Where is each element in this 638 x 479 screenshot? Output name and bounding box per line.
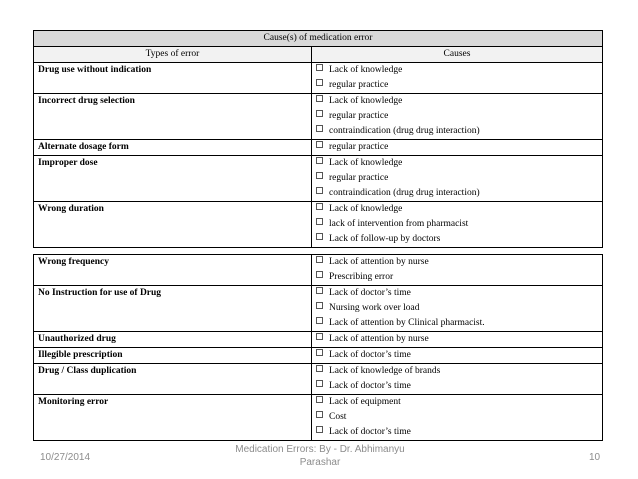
table-row — [34, 364, 603, 395]
checkbox-bullet-icon — [316, 95, 323, 102]
cause-item — [316, 316, 598, 331]
checkbox-bullet-icon — [316, 110, 323, 117]
medication-error-table-part2 — [33, 254, 603, 441]
cause-item — [316, 364, 598, 379]
checkbox-bullet-icon — [316, 380, 323, 387]
cause-text: Lack of equipment — [329, 397, 401, 407]
cause-text: Lack of attention by Clinical pharmacist. — [329, 318, 485, 328]
error-type-cell: No Instruction for use of Drug — [34, 286, 312, 332]
error-type-cell: Alternate dosage form — [34, 140, 312, 156]
cause-item — [316, 255, 598, 270]
error-type-cell: Unauthorized drug — [34, 332, 312, 348]
cause-text: Lack of doctor’s time — [329, 427, 411, 437]
table-row — [34, 140, 603, 156]
checkbox-bullet-icon — [316, 411, 323, 418]
causes-cell — [312, 364, 603, 395]
causes-cell — [312, 202, 603, 248]
error-type-cell: Drug / Class duplication — [34, 364, 312, 395]
cause-item — [316, 395, 598, 410]
cause-item — [316, 286, 598, 301]
cause-item — [316, 232, 598, 247]
cause-text: regular practice — [329, 142, 389, 152]
causes-cell — [312, 348, 603, 364]
table-row — [34, 202, 603, 248]
checkbox-bullet-icon — [316, 203, 323, 210]
footer-page-number: 10 — [589, 452, 601, 463]
checkbox-bullet-icon — [316, 287, 323, 294]
checkbox-bullet-icon — [316, 125, 323, 132]
causes-cell — [312, 156, 603, 202]
table-title: Cause(s) of medication error — [34, 31, 603, 47]
checkbox-bullet-icon — [316, 187, 323, 194]
causes-cell — [312, 94, 603, 140]
table-row — [34, 395, 603, 441]
checkbox-bullet-icon — [316, 365, 323, 372]
cause-item — [316, 270, 598, 285]
cause-text: Cost — [329, 412, 347, 422]
cause-item — [316, 109, 598, 124]
error-type-cell: Illegible prescription — [34, 348, 312, 364]
causes-cell — [312, 286, 603, 332]
table-row — [34, 286, 603, 332]
error-type-cell: Wrong duration — [34, 202, 312, 248]
footer-title-line1: Medication Errors: By - Dr. Abhimanyu — [235, 444, 405, 455]
cause-text: Lack of knowledge of brands — [329, 366, 441, 376]
checkbox-bullet-icon — [316, 233, 323, 240]
footer-title — [210, 443, 430, 469]
cause-item — [316, 425, 598, 440]
causes-cell — [312, 140, 603, 156]
cause-text: lack of intervention from pharmacist — [329, 219, 469, 229]
cause-item — [316, 171, 598, 186]
cause-text: Lack of follow-up by doctors — [329, 234, 441, 244]
cause-item — [316, 410, 598, 425]
checkbox-bullet-icon — [316, 317, 323, 324]
checkbox-bullet-icon — [316, 271, 323, 278]
cause-item — [316, 156, 598, 171]
table-row — [34, 94, 603, 140]
checkbox-bullet-icon — [316, 333, 323, 340]
cause-item — [316, 301, 598, 316]
checkbox-bullet-icon — [316, 396, 323, 403]
checkbox-bullet-icon — [316, 349, 323, 356]
cause-text: Prescribing error — [329, 272, 394, 282]
error-type-cell: Incorrect drug selection — [34, 94, 312, 140]
cause-text: contraindication (drug drug interaction) — [329, 188, 480, 198]
cause-item — [316, 140, 598, 155]
cause-text: Lack of knowledge — [329, 158, 403, 168]
cause-text: regular practice — [329, 173, 389, 183]
checkbox-bullet-icon — [316, 302, 323, 309]
column-header-types: Types of error — [34, 47, 312, 63]
causes-cell — [312, 332, 603, 348]
checkbox-bullet-icon — [316, 141, 323, 148]
cause-item — [316, 348, 598, 363]
footer-title-line2: Parashar — [299, 457, 341, 468]
cause-item — [316, 186, 598, 201]
checkbox-bullet-icon — [316, 218, 323, 225]
cause-text: Lack of knowledge — [329, 204, 403, 214]
cause-text: regular practice — [329, 111, 389, 121]
cause-item — [316, 379, 598, 394]
cause-text: Lack of knowledge — [329, 65, 403, 75]
cause-text: Lack of attention by nurse — [329, 334, 429, 344]
cause-text: contraindication (drug drug interaction) — [329, 126, 480, 136]
cause-text: Nursing work over load — [329, 303, 420, 313]
checkbox-bullet-icon — [316, 79, 323, 86]
cause-item — [316, 217, 598, 232]
error-type-cell: Drug use without indication — [34, 63, 312, 94]
table-row — [34, 63, 603, 94]
cause-text: Lack of attention by nurse — [329, 257, 429, 267]
cause-text: regular practice — [329, 80, 389, 90]
error-type-cell: Wrong frequency — [34, 255, 312, 286]
table-row — [34, 255, 603, 286]
cause-item — [316, 78, 598, 93]
medication-error-table-part1 — [33, 30, 603, 248]
checkbox-bullet-icon — [316, 157, 323, 164]
table-row — [34, 156, 603, 202]
error-type-cell: Monitoring error — [34, 395, 312, 441]
cause-text: Lack of doctor’s time — [329, 350, 411, 360]
checkbox-bullet-icon — [316, 426, 323, 433]
cause-item — [316, 63, 598, 78]
cause-text: Lack of doctor’s time — [329, 288, 411, 298]
table-row — [34, 332, 603, 348]
checkbox-bullet-icon — [316, 172, 323, 179]
causes-cell — [312, 395, 603, 441]
table-row — [34, 348, 603, 364]
checkbox-bullet-icon — [316, 256, 323, 263]
error-type-cell: Improper dose — [34, 156, 312, 202]
cause-item — [316, 124, 598, 139]
checkbox-bullet-icon — [316, 64, 323, 71]
footer-date: 10/27/2014 — [40, 452, 91, 463]
cause-text: Lack of doctor’s time — [329, 381, 411, 391]
causes-cell — [312, 255, 603, 286]
cause-item — [316, 332, 598, 347]
causes-cell — [312, 63, 603, 94]
cause-item — [316, 202, 598, 217]
column-header-causes: Causes — [312, 47, 603, 63]
cause-text: Lack of knowledge — [329, 96, 403, 106]
cause-item — [316, 94, 598, 109]
